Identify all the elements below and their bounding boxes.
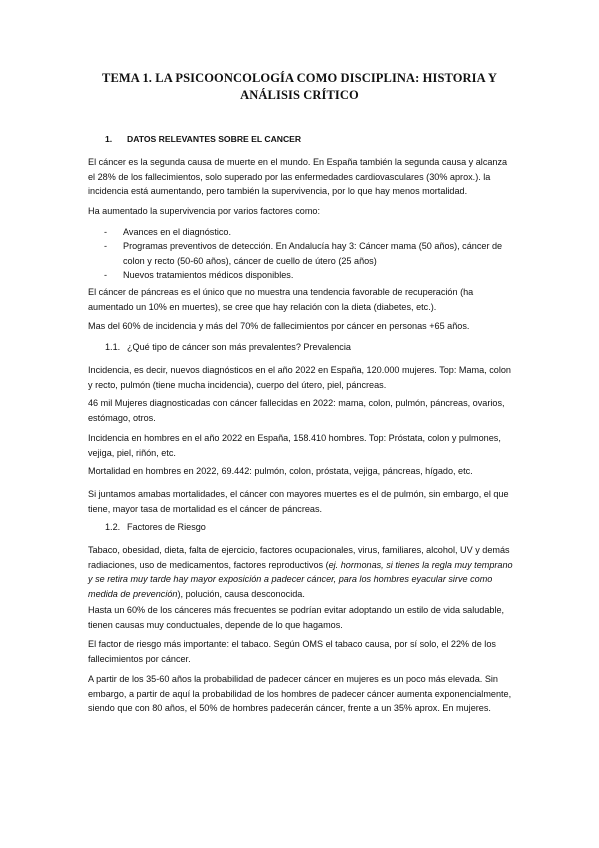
section-title: ¿Qué tipo de cáncer son más prevalentes? Prevalencia xyxy=(127,342,351,352)
section-heading-1-1 xyxy=(88,340,533,355)
paragraph-incidencia-mujeres: Incidencia, es decir, nuevos diagnósticos en el año 2022 en España, 120.000 mujeres. Top: Mama, colon y recto, pulmón (tiene mucha incidencia), cuerpo del útero, piel, páncreas. xyxy=(88,365,511,390)
list-item: - Nuevos tratamientos médicos disponibles. xyxy=(88,268,516,282)
paragraph-pancreas: El cáncer de páncreas es el único que no muestra una tendencia favorable de recuperación (ha aumentado un 10% en muertes), se cree que hay relación con la dieta (diabetes, etc.). xyxy=(88,287,474,312)
factors-list xyxy=(88,225,516,282)
paragraph-incidencia-65: Mas del 60% de incidencia y más del 70% de fallecimientos por cáncer en personas +65 años. xyxy=(88,321,470,331)
paragraph-cancer-causa-muerte: El cáncer es la segunda causa de muerte en el mundo. En España también la segunda causa y alcanza el 28% de los fallecimientos, solo superado por las enfermedades cardiovasculares (30% aprox.). la incidencia está aumentando, pero también la supervivencia, por lo que hay menos mortalidad. xyxy=(88,157,508,197)
paragraph-mujeres-fallecidas: 46 mil Mujeres diagnosticadas con cáncer fallecidas en 2022: mama, colon, pulmón, páncreas, ovarios, estómago, otros. xyxy=(88,398,505,423)
paragraph-factores-riesgo: Tabaco, obesidad, dieta, falta de ejercicio, factores ocupacionales, virus, familiares, alcohol, UV y demás radiaciones, uso de medicamentos, factores reproductivos (ej. hormonas, si tienes la regla muy temprano y se retira muy tarde hay mayor exposición a padecer cáncer, para los hombres eyacular sirve como medida de prevención), polución, causa desconocida. xyxy=(88,545,513,599)
title-line-1: TEMA 1. LA PSICOONCOLOGÍA COMO DISCIPLINA: HISTORIA Y xyxy=(102,71,497,85)
paragraph-tabaco: El factor de riesgo más importante: el tabaco. Según OMS el tabaco causa, por sí solo, el 22% de los fallecimientos por cáncer. xyxy=(88,639,496,664)
paragraph-estilo-vida: Hasta un 60% de los cánceres más frecuentes se podrían evitar adoptando un estilo de vida saludable, tienen causas muy conductuales, depende de lo que hagamos. xyxy=(88,605,505,630)
paragraph-incidencia-hombres: Incidencia en hombres en el año 2022 en España, 158.410 hombres. Top: Próstata, colon y pulmones, vejiga, piel, riñón, etc. xyxy=(88,433,501,458)
italic-note: ej. hormonas, si tienes la regla muy temprano y se retira muy tarde hay mayor exposición a padecer cáncer, para los hombres eyacular sirve como medida de prevención xyxy=(88,559,513,599)
list-item: - Avances en el diagnóstico. xyxy=(88,225,516,239)
list-item: - Programas preventivos de detección. En Andalucía hay 3: Cáncer mama (50 años), cáncer de colon y recto (50-60 años), cáncer de cuello de útero (25 años) xyxy=(104,241,503,266)
bullet-dash: - xyxy=(104,241,108,252)
paragraph-mortalidades: Si juntamos amabas mortalidades, el cáncer con mayores muertes es el de pulmón, sin embargo, el que tiene, mayor tasa de mortalidad es el cáncer de páncreas. xyxy=(88,489,509,514)
section-number: 1.2. xyxy=(105,522,121,532)
bullet-dash: - xyxy=(104,269,108,280)
paragraph-supervivencia: Ha aumentado la supervivencia por varios factores como: xyxy=(88,206,321,216)
section-title: DATOS RELEVANTES SOBRE EL CANCER xyxy=(127,134,302,144)
title-line-2: ANÁLISIS CRÍTICO xyxy=(240,88,359,102)
section-heading-1 xyxy=(88,132,516,147)
paragraph-probabilidad-edad: A partir de los 35-60 años la probabilidad de padecer cáncer en mujeres es un poco más elevada. Sin embargo, a partir de aquí la probabilidad de los hombres de padecer cáncer aumenta exponencialmente, siendo que con 80 años, el 50% de hombres padecerán cáncer, frente a un 35% aprox. En mujeres. xyxy=(88,674,512,714)
section-number: 1.1. xyxy=(105,342,121,352)
document-title xyxy=(90,70,509,104)
section-title: Factores de Riesgo xyxy=(127,522,206,532)
section-heading-1-2 xyxy=(88,520,533,535)
paragraph-mortalidad-hombres: Mortalidad en hombres en 2022, 69.442: pulmón, colon, próstata, vejiga, páncreas, hígado, etc. xyxy=(88,466,473,476)
bullet-dash: - xyxy=(104,227,108,237)
section-number: 1. xyxy=(105,134,113,144)
